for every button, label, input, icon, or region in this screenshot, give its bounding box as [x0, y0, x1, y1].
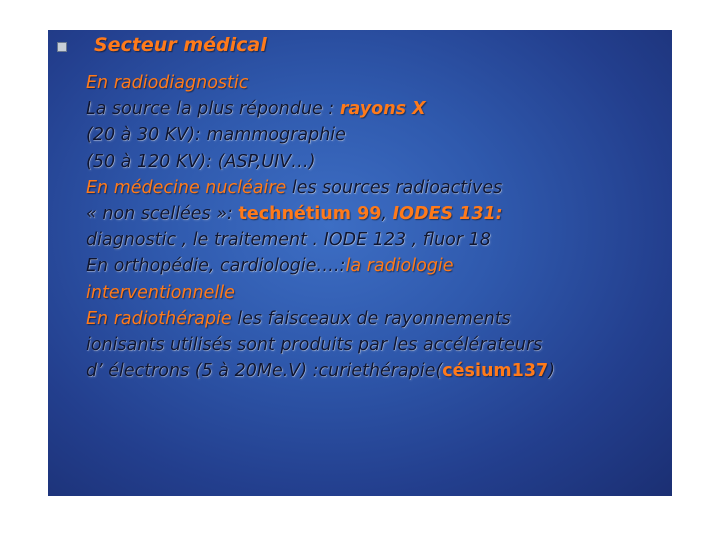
line-text: les faisceaux de rayonnements	[231, 308, 511, 329]
heading-radiotherapie: En radiothérapie	[86, 308, 232, 329]
text-line	[86, 227, 666, 253]
square-bullet-icon	[57, 42, 67, 52]
slide-title: Secteur médical	[94, 34, 267, 56]
highlight-radiologie: la radiologie	[345, 256, 454, 277]
heading-radiodiagnostic: En radiodiagnostic	[86, 73, 249, 93]
line-text: d’ électrons (5 à 20Me.V) :curiethérapie(	[86, 361, 443, 382]
line-text: En orthopédie, cardiologie….:	[86, 256, 346, 277]
text-line	[86, 175, 666, 201]
text-line	[86, 358, 666, 384]
line-text: ionisants utilisés sont produits par les accélérateurs	[86, 334, 543, 355]
slide-content	[48, 30, 672, 496]
text-line	[86, 201, 666, 227]
text-line	[86, 306, 666, 332]
line-text: )	[548, 361, 556, 382]
line-text: ,	[381, 203, 393, 224]
line-text: « non scellées »:	[86, 203, 239, 224]
slide-body	[86, 70, 666, 384]
line-text: diagnostic , le traitement . IODE 123 , fluor 18	[86, 230, 491, 251]
slide-panel	[48, 30, 672, 496]
text-line	[86, 280, 666, 306]
highlight-interventionnelle: interventionnelle	[86, 282, 235, 303]
highlight-iodes: IODES 131:	[392, 203, 503, 224]
text-line	[86, 96, 666, 122]
text-line	[86, 149, 666, 175]
highlight-cesium: césium137	[442, 361, 549, 382]
text-line	[86, 253, 666, 279]
line-text: La source la plus répondue :	[86, 99, 340, 120]
heading-medecine-nucleaire: En médecine nucléaire	[86, 177, 287, 198]
text-line	[86, 70, 666, 96]
line-text: les sources radioactives	[286, 177, 503, 198]
text-line	[86, 122, 666, 148]
highlight-technetium: technétium 99	[238, 203, 382, 224]
highlight-rayons-x: rayons X	[339, 99, 426, 120]
line-text: (50 à 120 KV): (ASP,UIV…)	[86, 151, 316, 172]
line-text: (20 à 30 KV): mammographie	[86, 125, 346, 146]
text-line	[86, 332, 666, 358]
